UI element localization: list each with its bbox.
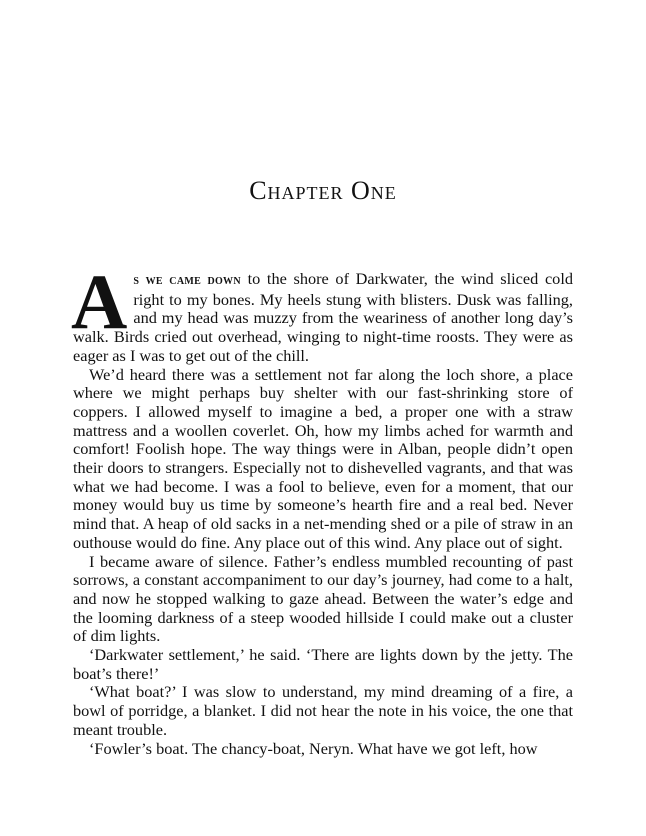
paragraph-6: ‘Fowler’s boat. The chancy-boat, Neryn. What have we got left, how [89, 738, 538, 758]
paragraph-1-text: to the shore of Darkwater, the wind sliced cold right to my bones. My heels stung with blisters. Dusk was falling, and my head was muzzy from the weariness of another long day’s walk. Birds cried out overhead, winging to night-time roosts. They were as eager as I was to get out of the chill. [73, 269, 573, 365]
paragraph-2: We’d heard there was a settlement not far along the loch shore, a place where we might perhaps buy shelter with our fast-shrinking store of coppers. I allowed myself to imagine a bed, a proper one with a straw mattress and a woollen coverlet. Oh, how my limbs ached for warmth and comfort! Foolish hope. The way things were in Alban, people didn’t open their doors to strangers. Especially not to dishevelled vagrants, and that was what we had become. I was a fool to believe, even for a moment, that our money would buy us time by someone’s hearth fire and a real bed. Never mind that. A heap of old sacks in a net-mending shed or a pile of straw in an outhouse would do fine. Any place out of this wind. Any place out of sight. [73, 364, 573, 552]
chapter-body [71, 258, 573, 758]
book-page [73, 0, 573, 836]
lead-in: s we came down [133, 273, 241, 288]
chapter-title: Chapter One [249, 176, 397, 205]
paragraph-4: ‘Darkwater settlement,’ he said. ‘There are lights down by the jetty. The boat’s there!’ [73, 645, 573, 683]
paragraph-5: ‘What boat?’ I was slow to understand, my mind dreaming of a fire, a bowl of porridge, a blanket. I did not hear the note in his voice, the one that meant trouble. [73, 682, 573, 739]
paragraph-1 [71, 258, 573, 366]
paragraph-3: I became aware of silence. Father’s endless mumbled recounting of past sorrows, a constant accompaniment to our day’s journey, had come to a halt, and now he stopped walking to gaze ahead. Between the water’s edge and the looming darkness of a steep wooded hillside I could make out a cluster of dim lights. [73, 551, 573, 646]
drop-cap: A [71, 258, 128, 345]
